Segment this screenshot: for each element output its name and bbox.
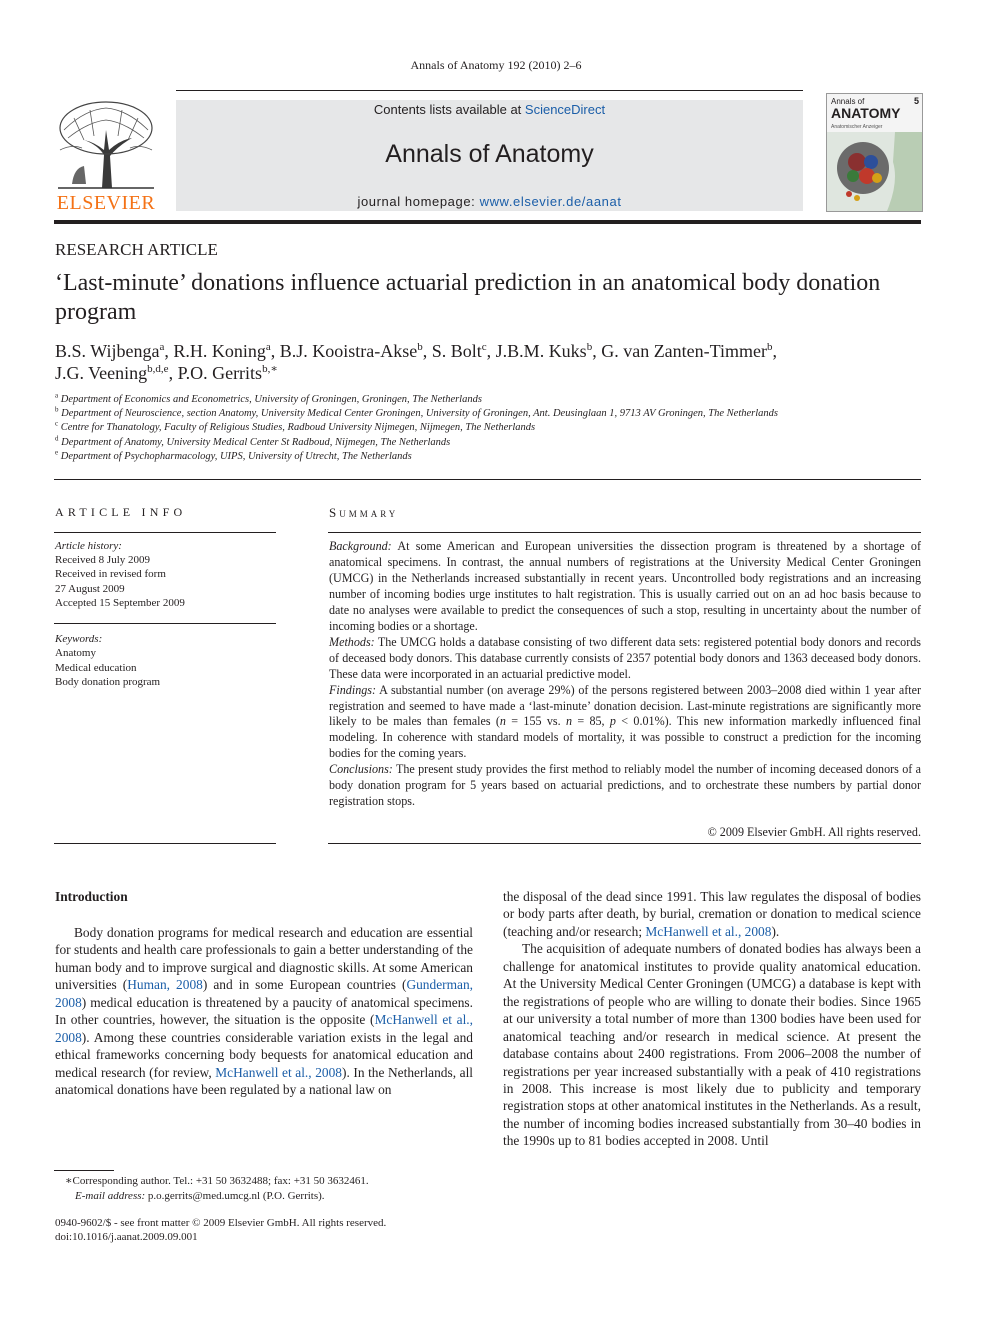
footnotes	[55, 1174, 485, 1203]
keyword: Anatomy	[55, 647, 96, 660]
homepage-line	[176, 194, 803, 209]
masthead-bottom-rule	[54, 220, 921, 224]
received-date: Received 8 July 2009	[55, 554, 151, 567]
summary-heading: Summary	[329, 505, 399, 520]
keywords	[55, 632, 277, 689]
contents-line	[176, 102, 803, 117]
body-column-right	[503, 888, 921, 1150]
divider	[54, 532, 276, 533]
sciencedirect-link[interactable]: ScienceDirect	[524, 102, 606, 117]
author[interactable]: J.B.M. Kuks$^b$	[495, 341, 593, 361]
divider	[54, 479, 921, 480]
author-list: B.S. Wijbenga$^a$, R.H. Koning$^a$, B.J. Kooistra-Akse$^b$, S. Bolt$^c$, J.B.M. Kuks$^b$, G. van Zanten-Timmer$^b$, J.G. Veening$^{b,d,e}$, P.O. Gerrits$^{b,∗}$	[55, 341, 778, 383]
summary-background: Background: At some American and European universities the dissection program is threatened by a shortage of anatomical specimens. In contrast, the annual numbers of registrations at the University Medical Center Groningen (UMCG) in the Netherlands increased substantially in recent years. Uncontrolled body registrations and an increasing number of incoming bodies urge institutes to halt registration. This is usually carried out on an ad hoc basis because to date no analyses were available to predict the consequences of such a stop, resulting in uncertainty about the number of incoming bodies or a shortage.	[329, 539, 921, 633]
elsevier-wordmark[interactable]: ELSEVIER	[56, 192, 156, 214]
revised-label: Received in revised form	[55, 568, 166, 581]
citation-link[interactable]: Human, 2008	[127, 977, 203, 993]
author[interactable]: B.J. Kooistra-Akse$^b$	[279, 341, 423, 361]
author[interactable]: S. Bolt$^c$	[431, 341, 487, 361]
corresponding-author-note: ∗Corresponding author. Tel.: +31 50 3632488; fax: +31 50 3632461.	[65, 1175, 369, 1187]
paragraph: the disposal of the dead since 1991. This law regulates the disposal of bodies or body parts after death, by burial, cremation or donation to medical science (teaching and/or research; McHanwell et al., 2008).	[503, 889, 921, 939]
running-head: Annals of Anatomy 192 (2010) 2–6	[410, 58, 582, 72]
affiliation: $^d$ Department of Anatomy, University Medical Center St Radboud, Nijmegen, The Netherlands	[55, 434, 451, 448]
corresponding-author[interactable]: P.O. Gerrits$^{b,∗}$	[177, 363, 278, 383]
issn-line: 0940-9602/$ - see front matter © 2009 Elsevier GmbH. All rights reserved.	[55, 1217, 387, 1229]
paragraph: The acquisition of adequate numbers of donated bodies has always been a challenge for anatomical institutes to provide quality anatomical education. At the University Medical Center Groningen (UMCG) a database is kept with the registrations of people who are willing to donate their bodies. Since 1965 at our university a total number of more than 1300 bodies have been used for anatomical teaching and/or research in medical science. At present the database contains about 2400 registrations. From 2006–2008 the number of registrations per year increased substantially with a peak of 410 registrations in 2008. This increase is most likely due to publicity and temporary registration stops at other anatomical institutes in the Netherlands. As a result, the number of incoming bodies increased substantially from 30–40 bodies in the 1990s up to 81 bodies accepted in 2008. Until	[503, 941, 921, 1149]
copyright-notice: © 2009 Elsevier GmbH. All rights reserved.	[707, 825, 921, 839]
homepage-link[interactable]: www.elsevier.de/aanat	[479, 194, 622, 209]
body-column-left	[55, 924, 473, 1099]
summary-conclusions: Conclusions: The present study provides the first method to reliably model the number of incoming deceased donors of a body donation program for 5 years based on actuarial predictions, and to orchestrate these numbers by partial donor registration stops.	[329, 762, 921, 809]
summary-text	[329, 539, 921, 810]
author[interactable]: B.S. Wijbenga$^a$	[55, 341, 165, 361]
affiliation: $^c$ Centre for Thanatology, Faculty of Religious Studies, Radboud University Nijmegen, Nijmegen, The Netherlands	[55, 419, 536, 434]
keyword: Medical education	[55, 661, 137, 674]
citation-link[interactable]: McHanwell et al., 2008	[645, 923, 772, 939]
article-history	[55, 539, 277, 610]
doi-line[interactable]: doi:10.1016/j.aanat.2009.09.001	[55, 1231, 198, 1244]
journal-title: Annals of Anatomy	[385, 140, 594, 168]
footnote-rule	[54, 1170, 114, 1171]
divider	[54, 623, 276, 624]
accepted-date: Accepted 15 September 2009	[55, 596, 185, 609]
article-type: RESEARCH ARTICLE	[55, 240, 218, 259]
keywords-label: Keywords:	[55, 633, 103, 645]
affiliation: $^a$ Department of Economics and Econometrics, University of Groningen, Groningen, The Netherlands	[55, 391, 482, 405]
email-address[interactable]: p.o.gerrits@med.umcg.nl (P.O. Gerrits).	[145, 1189, 325, 1202]
section-heading: Introduction	[55, 889, 128, 904]
author[interactable]: R.H. Koning$^a$	[173, 341, 271, 361]
citation-link[interactable]: McHanwell et al., 2008	[55, 1012, 474, 1045]
author[interactable]: J.G. Veening$^{b,d,e}$	[55, 363, 169, 383]
cover-subtitle: Anatomischer Anzeiger	[831, 124, 883, 130]
cover-title-line1: Annals of	[831, 97, 865, 106]
cover-title-line2: ANATOMY	[831, 105, 901, 121]
citation-link[interactable]: Gunderman, 2008	[55, 977, 473, 1010]
article-info-heading: ARTICLE INFO	[55, 505, 187, 519]
article-title: ‘Last-minute’ donations influence actuarial prediction in an anatomical body donation program	[55, 270, 881, 325]
contents-prefix: Contents lists available at	[373, 102, 525, 117]
homepage-prefix: journal homepage:	[357, 194, 480, 209]
citation-link[interactable]: McHanwell et al., 2008	[215, 1064, 342, 1080]
divider	[328, 532, 921, 533]
masthead-top-rule	[176, 90, 803, 91]
divider	[54, 843, 276, 844]
revised-date: 27 August 2009	[55, 582, 125, 595]
author[interactable]: G. van Zanten-Timmer$^b$	[601, 341, 773, 361]
journal-cover-thumbnail[interactable]	[826, 93, 923, 212]
cover-volume: 5	[913, 96, 919, 106]
article-identifiers	[55, 1216, 485, 1245]
affiliation: $^b$ Department of Neuroscience, section Anatomy, University Medical Center Groningen, University of Groningen, Ant. Deusinglaan 1, 9713 AV Groningen, The Netherlands	[55, 405, 779, 420]
history-label: Article history:	[55, 540, 122, 552]
affiliation: $^e$ Department of Psychopharmacology, UIPS, University of Utrecht, The Netherlands	[55, 448, 412, 462]
keyword: Body donation program	[55, 675, 161, 688]
affiliations	[55, 393, 925, 464]
summary-findings: Findings: A substantial number (on average 29%) of the persons registered between 2003–2008 died within 1 year after registration and seemed to have made a ‘last-minute’ donation decision. Last-minute registrations are significantly more likely to be males than females (n = 155 vs. n = 85, p < 0.01%). This new information markedly influenced final modeling. In coherence with standard models of mortality, it was possible to construct a prediction for the incoming bodies for the coming years.	[329, 682, 921, 761]
paragraph: Body donation programs for medical research and education are essential for students and health care professionals to gain a better understanding of the human body and to improve surgical and diagnostic skills. At some American universities (Human, 2008) and in some European countries (Gunderman, 2008) medical education is threatened by a paucity of anatomical specimens. In other countries, however, the situation is the opposite (McHanwell et al., 2008). Among these countries considerable variation exists in the legal and ethical frameworks concerning body bequests for anatomical education and medical research (for review, McHanwell et al., 2008). In the Netherlands, all anatomical donations have been regulated by a national law on	[55, 925, 474, 1098]
email-note: E-mail address: p.o.gerrits@med.umcg.nl (P.O. Gerrits).	[75, 1189, 325, 1202]
cover-title	[831, 97, 900, 120]
divider	[328, 843, 921, 844]
cover-illustration	[827, 132, 922, 211]
summary-methods: Methods: The UMCG holds a database consisting of two different data sets: registered potential body donors and records of deceased body donors. This database currently consists of 2357 potential body donors and 1363 deceased body donors. These data were incorporated in an actuarial predictive model.	[329, 634, 921, 681]
